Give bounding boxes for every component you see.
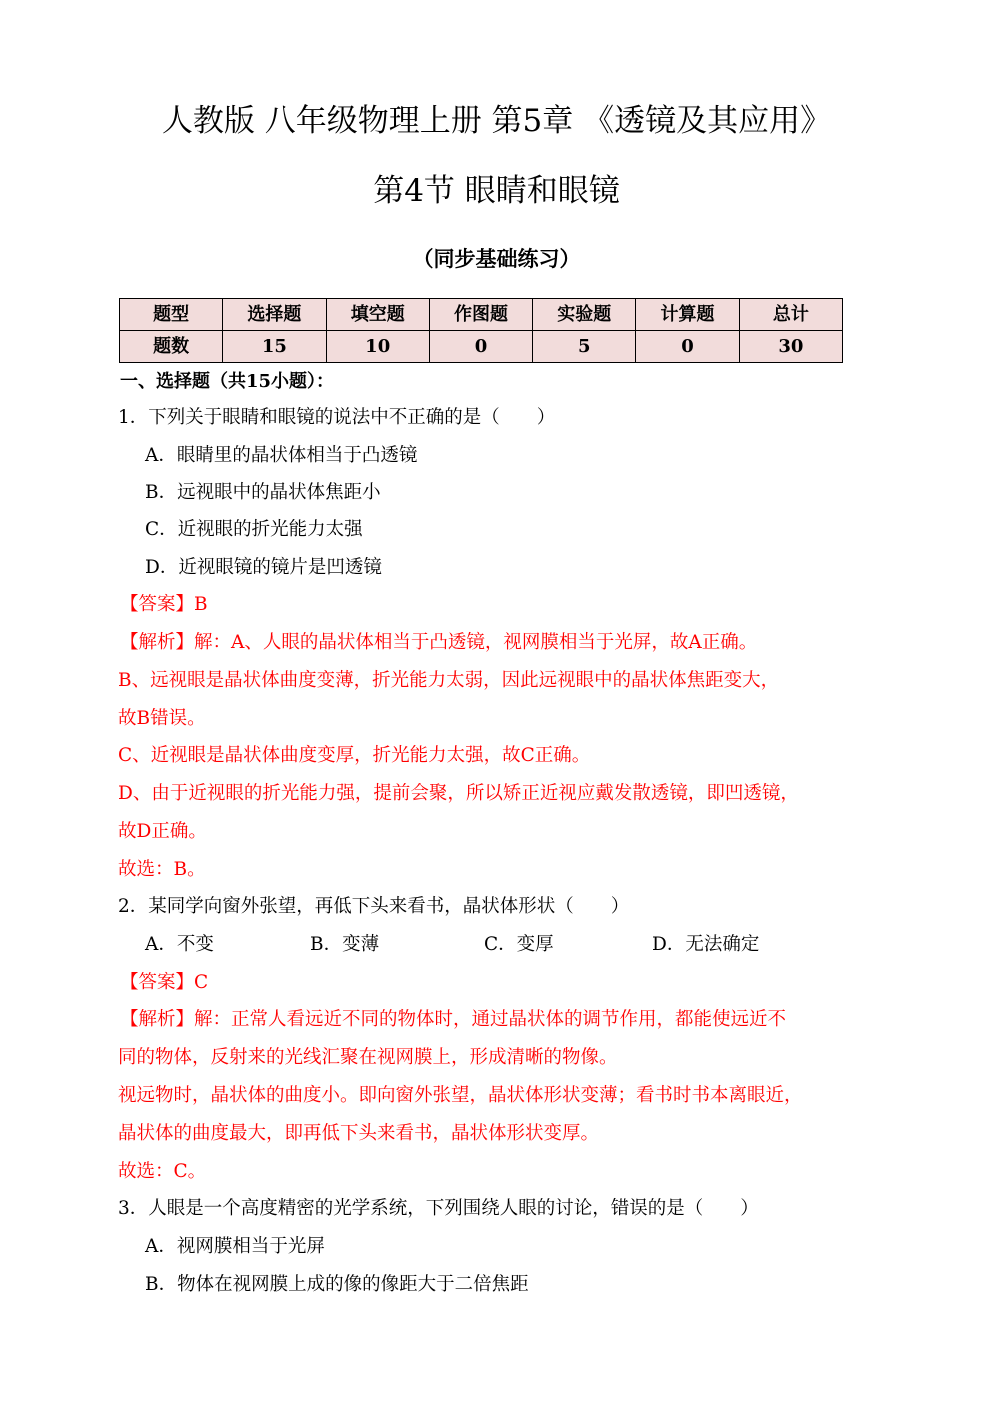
explanation-line: 同的物体，反射来的光线汇聚在视网膜上，形成清晰的物像。	[118, 1047, 618, 1068]
question-2-option-b: B．变薄	[310, 934, 380, 955]
table-cell: 总计	[739, 299, 842, 331]
table-cell: 10	[326, 331, 429, 363]
question-2-option-c: C．变厚	[484, 934, 554, 955]
explanation-line: C、近视眼是晶状体曲度变厚，折光能力太强，故C正确。	[118, 745, 591, 766]
table-cell: 作图题	[429, 299, 532, 331]
question-1-option-b: B．远视眼中的晶状体焦距小	[145, 482, 381, 503]
table-cell: 题型	[120, 299, 223, 331]
table-cell: 15	[223, 331, 326, 363]
question-2-option-d: D．无法确定	[652, 934, 760, 955]
table-cell: 0	[636, 331, 739, 363]
question-2-answer: 【答案】C	[120, 972, 209, 993]
table-cell: 选择题	[223, 299, 326, 331]
table-cell: 题数	[120, 331, 223, 363]
question-2-stem: 2．某同学向窗外张望，再低下头来看书，晶状体形状（ ）	[118, 896, 630, 917]
question-2-option-a: A．不变	[145, 934, 214, 955]
explanation-line: 【解析】解：正常人看远近不同的物体时，通过晶状体的调节作用，都能使远近不	[120, 1009, 787, 1030]
document-title: 人教版 八年级物理上册 第5章 《透镜及其应用》	[161, 103, 832, 139]
question-count-table	[119, 298, 843, 363]
explanation-line: D、由于近视眼的折光能力强，提前会聚，所以矫正近视应戴发散透镜，即凹透镜，	[118, 783, 799, 804]
question-1-stem: 1．下列关于眼睛和眼镜的说法中不正确的是（ ）	[118, 407, 556, 428]
explanation-line: 故D正确。	[118, 821, 207, 842]
question-1-option-d: D．近视眼镜的镜片是凹透镜	[145, 557, 382, 578]
table-header-row	[120, 299, 843, 331]
table-cell: 填空题	[326, 299, 429, 331]
explanation-line: 故选：C。	[118, 1161, 207, 1182]
explanation-line: 视远物时，晶状体的曲度小。即向窗外张望，晶状体形状变薄；看书时书本离眼近，	[118, 1085, 803, 1106]
section-title: 第4节 眼睛和眼镜	[373, 173, 620, 209]
question-3-option-b: B．物体在视网膜上成的像的像距大于二倍焦距	[145, 1274, 529, 1295]
explanation-line: 故B错误。	[118, 708, 206, 729]
question-3-option-a: A．视网膜相当于光屏	[145, 1236, 325, 1257]
table-cell: 实验题	[533, 299, 636, 331]
table-row	[120, 331, 843, 363]
table-cell: 0	[429, 331, 532, 363]
explanation-line: 【解析】解：A、人眼的晶状体相当于凸透镜，视网膜相当于光屏，故A正确。	[120, 632, 758, 653]
table-cell: 30	[739, 331, 842, 363]
section-heading: 一、选择题（共15小题）：	[120, 371, 335, 392]
explanation-line: B、远视眼是晶状体曲度变薄，折光能力太弱，因此远视眼中的晶状体焦距变大，	[118, 670, 780, 691]
question-1-option-a: A．眼睛里的晶状体相当于凸透镜	[145, 445, 418, 466]
table-cell: 5	[533, 331, 636, 363]
explanation-line: 故选：B。	[118, 859, 206, 880]
question-3-stem: 3．人眼是一个高度精密的光学系统，下列围绕人眼的讨论，错误的是（ ）	[118, 1198, 759, 1219]
table-cell: 计算题	[636, 299, 739, 331]
explanation-line: 晶状体的曲度最大，即再低下头来看书，晶状体形状变厚。	[118, 1123, 600, 1144]
question-1-option-c: C．近视眼的折光能力太强	[145, 519, 363, 540]
document-subtitle: （同步基础练习）	[412, 246, 581, 271]
question-1-answer: 【答案】B	[120, 594, 208, 615]
